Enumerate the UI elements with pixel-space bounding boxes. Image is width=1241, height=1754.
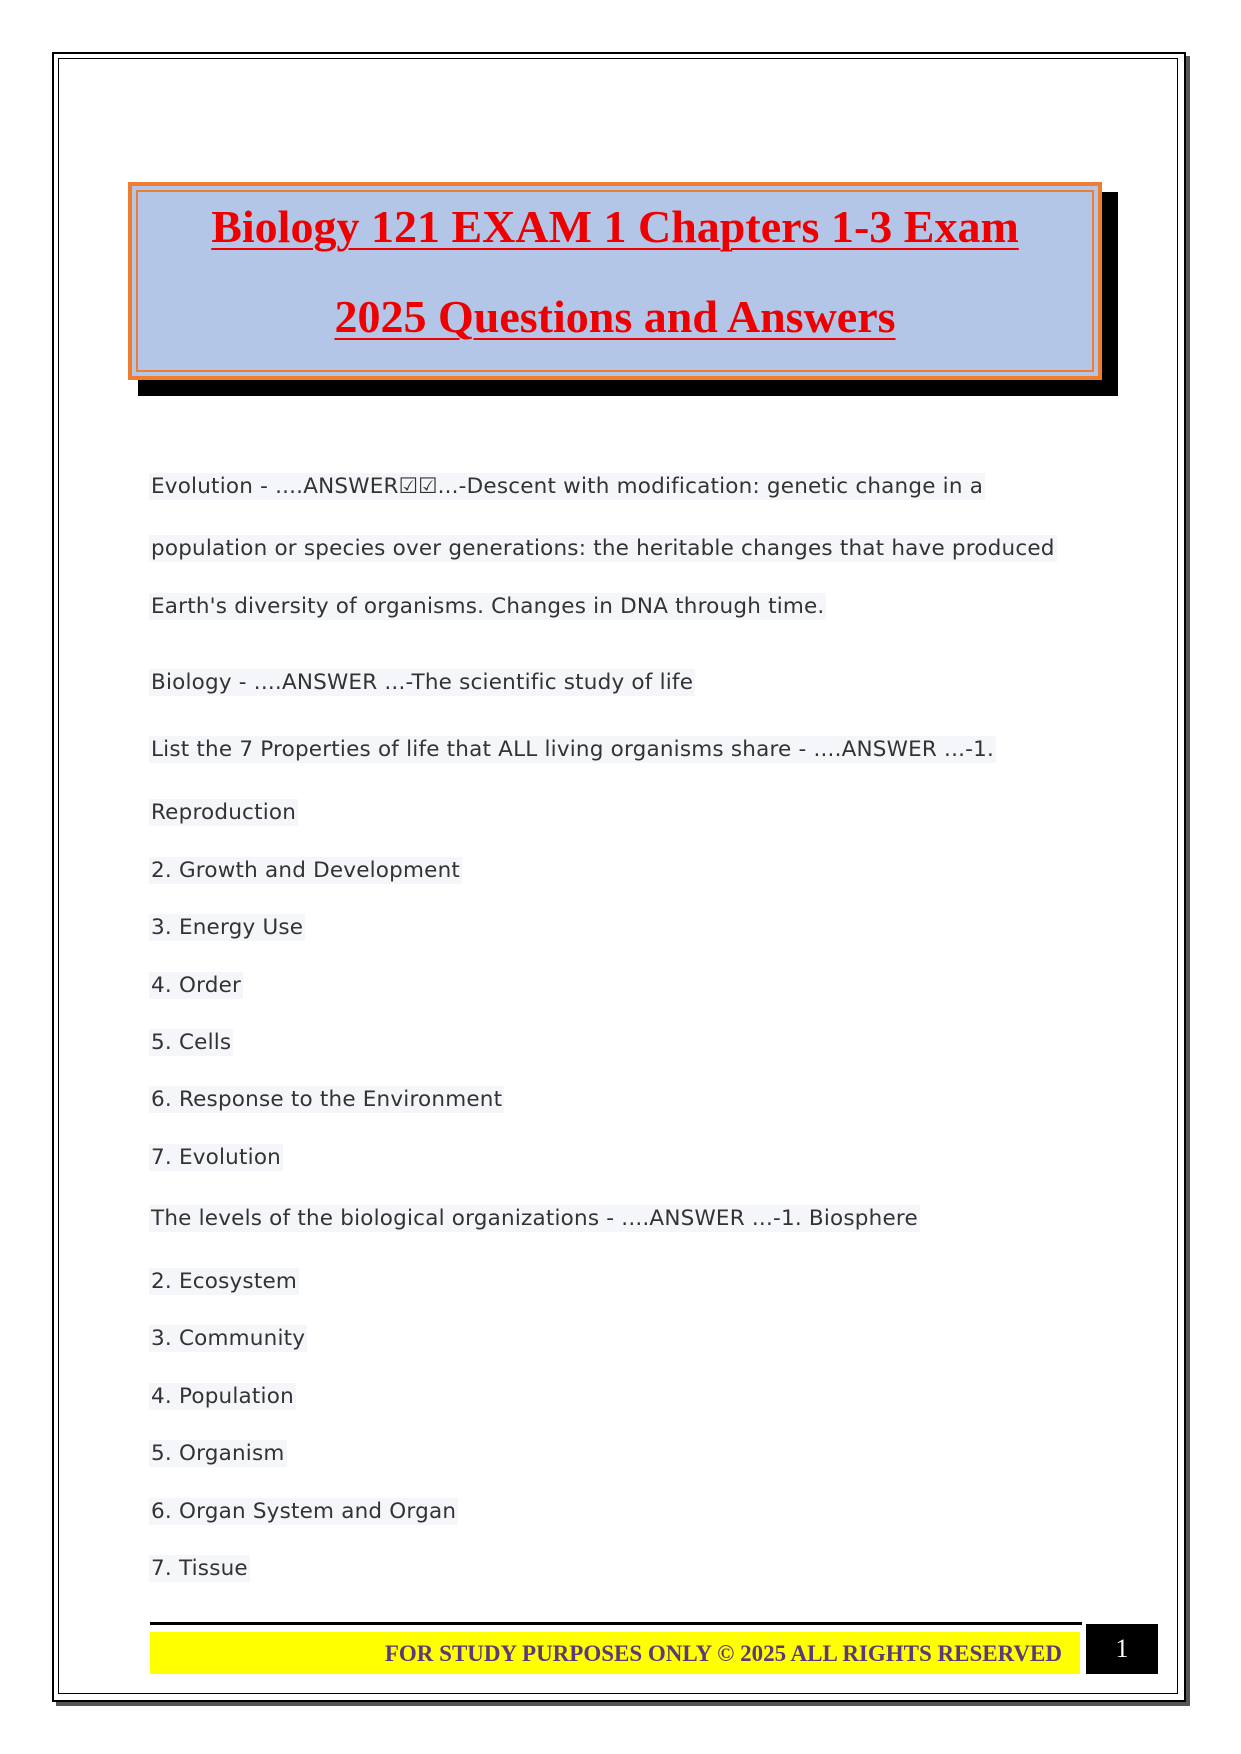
list-item: 4. Order xyxy=(151,973,242,998)
list-item: 2. Ecosystem xyxy=(151,1269,298,1294)
list-item: 3. Energy Use xyxy=(151,915,304,940)
list-item: 2. Growth and Development xyxy=(151,858,461,883)
footer-rule xyxy=(150,1622,1082,1625)
list-item: 5. Organism xyxy=(151,1441,285,1466)
document-title-line-2: 2025 Questions and Answers xyxy=(334,291,896,342)
page-number: 1 xyxy=(1086,1624,1158,1674)
list-item: 5. Cells xyxy=(151,1030,232,1055)
list-item: 4. Population xyxy=(151,1384,294,1409)
body-line: Earth's diversity of organisms. Changes in DNA through time. xyxy=(151,594,825,619)
list-item: 7. Evolution xyxy=(151,1145,281,1170)
list-item: 6. Organ System and Organ xyxy=(151,1499,457,1524)
body-line: population or species over generations: the heritable changes that have produced xyxy=(151,536,1055,561)
body-line: List the 7 Properties of life that ALL living organisms share - ....ANSWER ...-1. xyxy=(151,737,995,762)
footer-text: FOR STUDY PURPOSES ONLY © 2025 ALL RIGHTS RESERVED xyxy=(384,1641,1062,1666)
list-item: 6. Response to the Environment xyxy=(151,1087,503,1112)
body-line: Biology - ....ANSWER ...-The scientific study of life xyxy=(151,670,694,695)
list-item: 3. Community xyxy=(151,1326,306,1351)
body-line: Reproduction xyxy=(151,800,297,825)
document-title-line-1: Biology 121 EXAM 1 Chapters 1-3 Exam xyxy=(211,201,1019,252)
body-line: Evolution - ....ANSWER☑☑...-Descent with modification: genetic change in a xyxy=(151,474,984,499)
body-line: The levels of the biological organizations - ....ANSWER ...-1. Biosphere xyxy=(151,1206,918,1231)
list-item: 7. Tissue xyxy=(151,1556,248,1581)
title-box xyxy=(128,182,1102,380)
footer-bar xyxy=(150,1632,1080,1674)
